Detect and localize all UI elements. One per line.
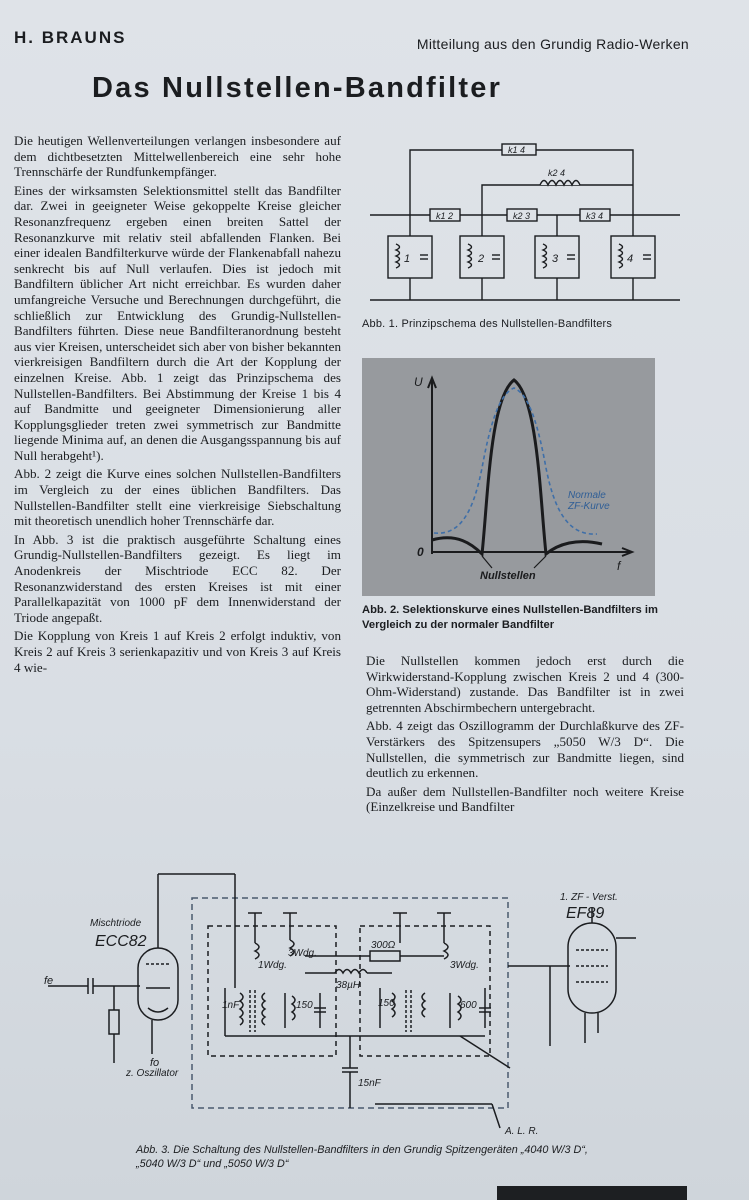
normal-curve-label-2: ZF-Kurve <box>568 501 610 512</box>
origin-label: 0 <box>417 545 424 559</box>
label-mischtriode: Mischtriode <box>90 918 142 929</box>
label-oszillator: z. Oszillator <box>126 1068 179 1079</box>
figure3-circuit <box>30 868 720 1143</box>
figure3-caption: Abb. 3. Die Schaltung des Nullstellen-Bandfilters in den Grundig Spitzengeräten „4040 W/3 D“, „5040 W/3 D“ und „5050 W/3 D“ <box>136 1144 588 1170</box>
label-ef89: EF89 <box>566 905 605 922</box>
label-alr: A. L. R. <box>505 1126 539 1137</box>
label-fe: fe <box>44 975 54 987</box>
label-15nf: 15nF <box>358 1078 381 1089</box>
label-circuit-2: 2 <box>478 253 485 265</box>
label-circuit-4: 4 <box>627 253 634 265</box>
label-3wdg-right: 3Wdg. <box>450 960 479 971</box>
label-150-right: 150 <box>378 998 395 1009</box>
label-300ohm: 300Ω <box>371 940 396 951</box>
paragraph: Die Kopplung von Kreis 1 auf Kreis 2 erfolgt induktiv, von Kreis 2 auf Kreis 3 serienkapazitiv und von Kreis 3 auf Kreis 4 wie- <box>14 628 341 675</box>
figure2-curve <box>362 358 655 596</box>
left-text-column <box>14 133 341 678</box>
nullstellen-label: Nullstellen <box>480 570 536 582</box>
paragraph: Abb. 2 zeigt die Kurve eines solchen Nullstellen-Bandfilters im Vergleich zu der eines üblichen Bandfilters. Das Nullstellen-Bandfilter stellt eine vierkreisige Siebschaltung mit theoretisch unendlich hoher Trennschärfe dar. <box>14 466 341 529</box>
label-zf-verst: 1. ZF - Verst. <box>560 892 618 903</box>
normal-curve-label: Normale <box>568 490 606 501</box>
label-1nf: 1nF <box>222 1000 240 1011</box>
x-axis-label: f <box>617 559 621 573</box>
figure2-background <box>362 358 655 596</box>
figure1-caption: Abb. 1. Prinzipschema des Nullstellen-Bandfilters <box>362 318 613 330</box>
article-title: Das Nullstellen-Bandfilter <box>92 72 503 104</box>
author-name: H. BRAUNS <box>14 28 127 47</box>
publisher-note: Mitteilung aus den Grundig Radio-Werken <box>416 36 689 52</box>
figure2-caption: Abb. 2. Selektionskurve eines Nullstellen-Bandfilters im Vergleich zu der normaler Bandfilter <box>362 604 658 631</box>
label-k34: k3 4 <box>586 211 604 221</box>
paragraph: Die heutigen Wellenverteilungen verlangen insbesondere auf dem dichtbesetzten Mittelwellenbereich eine sehr hohe Trennschärfe der Rundfunkempfänger. <box>14 133 341 180</box>
paragraph: Eines der wirksamsten Selektionsmittel stellt das Bandfilter dar. Zwei in geeigneter Weise gekoppelte Kreise gleicher Resonanzfrequenz ergeben einen breiten Sattel der Resonanzkurve mit relativ steil abfallenden Flanken. Bei einer idealen Bandfilterkurve würde der Flankenabfall nahezu senkrecht bis auf Null verlaufen. Dies ist jedoch mit Bandfiltern üblicher Art nicht erreichbar. Es wurden daher umfangreiche Versuche und Berechnungen durchgeführt, die schließlich zur Entwicklung des Grundig-Nullstellen-Bandfilters führten. Diese neue Bandfilteranordnung besteht aus vier Kreisen, unterscheidet sich aber von bisher bekannten vierkreisigen Bandfiltern durch die Art der Kopplung der einzelnen Kreise. Abb. 1 zeigt das Prinzipschema des Nullstellen-Bandfilters. Bei Abstimmung der Kreise 1 bis 4 auf Bandmitte und geeigneter Dimensionierung aller Kopplungsglieder treten zwei symmetrisch zur Bandmitte liegende Minima auf, an denen die Ausgangsspannung bis auf Null herabgeht¹). <box>14 182 341 463</box>
paragraph: In Abb. 3 ist die praktisch ausgeführte Schaltung eines Grundig-Nullstellen-Bandfilters gezeigt. Es liegt im Anodenkreis der Mischtriode ECC 82. Der Resonanzwiderstand des ersten Kreises ist mit einer Parallelkapazität von 1000 pF dem Innenwiderstand der Triode angepaßt. <box>14 531 341 625</box>
label-k12: k1 2 <box>436 211 454 221</box>
label-k14: k1 4 <box>508 145 526 155</box>
label-150-left: 150 <box>296 1000 313 1011</box>
label-circuit-1: 1 <box>404 253 411 265</box>
paragraph: Abb. 4 zeigt das Oszillogramm der Durchlaßkurve des ZF-Verstärkers des Spitzensupers „5050 W/3 D“. Die Nullstellen, die symmetrisch zur Bandmitte liegen, sind deutlich zu erkennen. <box>366 718 684 781</box>
y-axis-label: U <box>414 375 423 389</box>
label-3wdg-left: 3Wdg. <box>288 948 317 959</box>
label-1wdg: 1Wdg. <box>258 960 287 971</box>
label-k23: k2 3 <box>513 211 531 221</box>
right-text-column <box>366 653 684 818</box>
figure1-schematic <box>360 138 690 308</box>
label-fo: fo <box>150 1057 160 1069</box>
label-circuit-3: 3 <box>552 253 559 265</box>
label-ecc82: ECC82 <box>95 933 147 950</box>
paragraph: Die Nullstellen kommen jedoch erst durch die Wirkwiderstand-Kopplung zwischen Kreis 2 und 4 (300-Ohm-Widerstand) zustande. Das Bandfilter ist in zwei getrennten Abschirmbechern untergebracht. <box>366 653 684 715</box>
label-k24: k2 4 <box>548 168 566 178</box>
label-600: 600 <box>460 1000 477 1011</box>
paragraph: Da außer dem Nullstellen-Bandfilter noch weitere Kreise (Einzelkreise und Bandfilter <box>366 783 684 815</box>
page-edge-bar <box>497 1186 687 1200</box>
label-38uh: 38µH <box>336 980 361 991</box>
